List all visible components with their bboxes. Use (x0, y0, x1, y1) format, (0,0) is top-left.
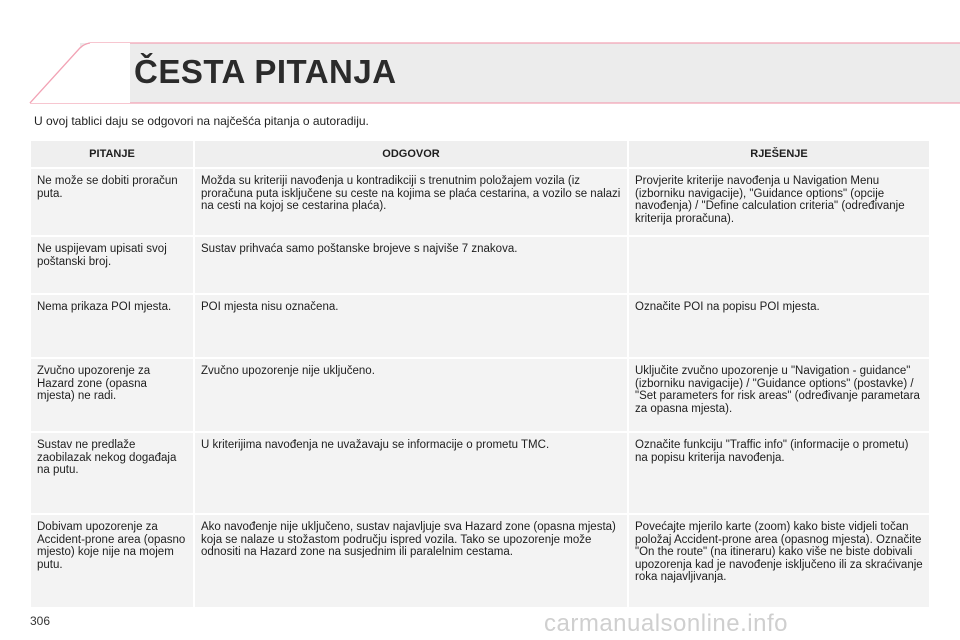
solution-cell: Uključite zvučno upozorenje u "Navigation - guidance" (izborniku navigacije) / "Guidance options" (postavke) / "Set parameters for risk areas" (određivanje parametara za opasna mjesta). (629, 359, 929, 431)
answer-cell: U kriterijima navođenja ne uvažavaju se informacije o prometu TMC. (195, 433, 627, 513)
question-cell: Dobivam upozorenje za Accident-prone area (opasno mjesto) koje nije na mojem putu. (31, 515, 193, 607)
table-row (31, 433, 929, 513)
answer-cell: Možda su kriteriji navođenja u kontradikciji s trenutnim položajem vozila (iz proračuna puta isključene su ceste na kojima se plaća cestarina, a vozilo se nalazi na cesti na kojoj se cestarina plaća). (195, 169, 627, 235)
page-title: ČESTA PITANJA (134, 53, 397, 90)
table-row (31, 295, 929, 357)
faq-table (29, 139, 929, 609)
answer-cell: Zvučno upozorenje nije uključeno. (195, 359, 627, 431)
table-header-row (31, 141, 929, 167)
solution-cell: Označite POI na popisu POI mjesta. (629, 295, 929, 357)
solution-cell: Povećajte mjerilo karte (zoom) kako biste vidjeli točan položaj Accident-prone area (opasnog mjesta). Označite "On the route" (na itineraru) kako više ne biste dobivali upozorenja kad je navođenje isključeno ili za skraćivanje roka najavljivanja. (629, 515, 929, 607)
watermark: carmanualsonline.info (544, 610, 788, 637)
table-row (31, 359, 929, 431)
header-answer: ODGOVOR (195, 141, 627, 167)
question-cell: Ne može se dobiti proračun puta. (31, 169, 193, 235)
answer-cell: Sustav prihvaća samo poštanske brojeve s najviše 7 znakova. (195, 237, 627, 293)
solution-cell: Provjerite kriterije navođenja u Navigation Menu (izborniku navigacije), "Guidance options" (opcije navođenja) / "Define calculation criteria" (određivanje kriterija proračuna). (629, 169, 929, 235)
answer-cell: POI mjesta nisu označena. (195, 295, 627, 357)
table-row (31, 169, 929, 235)
intro-text: U ovoj tablici daju se odgovori na najčešća pitanja o autoradiju. (34, 114, 369, 128)
question-cell: Nema prikaza POI mjesta. (31, 295, 193, 357)
header-question: PITANJE (31, 141, 193, 167)
solution-cell: Označite funkciju "Traffic info" (informacije o prometu) na popisu kriterija navođenja. (629, 433, 929, 513)
page-number: 306 (30, 614, 51, 628)
header-solution: RJEŠENJE (629, 141, 929, 167)
question-cell: Zvučno upozorenje za Hazard zone (opasna mjesta) ne radi. (31, 359, 193, 431)
table-row (31, 237, 929, 293)
table-row (31, 515, 929, 607)
question-cell: Ne uspijevam upisati svoj poštanski broj. (31, 237, 193, 293)
question-cell: Sustav ne predlaže zaobilazak nekog događaja na putu. (31, 433, 193, 513)
solution-cell (629, 237, 929, 293)
answer-cell: Ako navođenje nije uključeno, sustav najavljuje sva Hazard zone (opasna mjesta) koja se nalaze u stožastom području ispred vozila. Tako se upozorenje može odnositi na Hazard zone na susjednim ili paralelnim cestama. (195, 515, 627, 607)
